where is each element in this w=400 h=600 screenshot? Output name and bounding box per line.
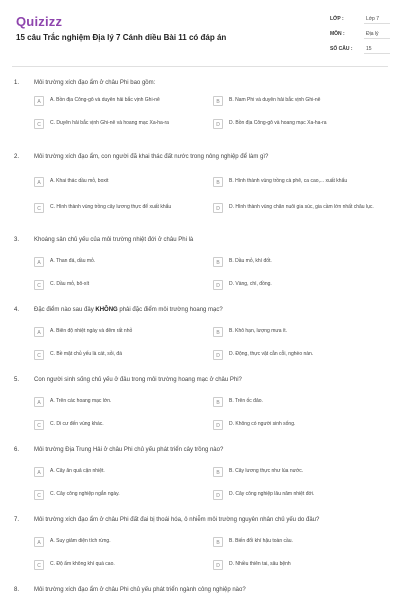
option-badge-d: D xyxy=(213,203,223,213)
question-text-emphasis: KHÔNG xyxy=(95,307,118,313)
option-text: D. Cây công nghiệp lâu năm nhiệt đới. xyxy=(229,491,315,497)
option-badge-b: B xyxy=(213,537,223,547)
option-badge-a: A xyxy=(34,467,44,477)
option-text: B. Khô hạn, lượng mưa ít. xyxy=(229,328,288,334)
meta-question-count xyxy=(330,44,390,54)
option-text: B. Dầu mỏ, khí đốt. xyxy=(229,258,272,264)
option-text: A. Suy giảm diện tích rừng. xyxy=(50,538,111,544)
option-text: B. Cây lương thực như lúa nước. xyxy=(229,468,304,474)
meta-count-value: 15 xyxy=(366,46,372,52)
option-badge-b: B xyxy=(213,177,223,187)
meta-grade xyxy=(330,14,390,24)
worksheet-title: 15 câu Trắc nghiệm Địa lý 7 Cánh diều Bài 11 có đáp án xyxy=(16,33,227,42)
option-text: A. Bồn địa Công-gô và duyên hải bắc vịnh Ghi-nê xyxy=(50,97,160,103)
question-text: Môi trường Địa Trung Hải ở châu Phi chủ yếu phát triển cây trồng nào? xyxy=(34,447,224,453)
question-text: Môi trường xích đạo ẩm ở châu Phi chủ yếu phát triển ngành công nghiệp nào? xyxy=(34,587,246,593)
option-text: B. Trên ốc đảo. xyxy=(229,398,263,404)
meta-count-label: SỐ CÂU : xyxy=(330,46,353,52)
option-badge-c: C xyxy=(34,119,44,129)
question-text-before: Đặc điểm nào sau đây xyxy=(34,307,96,313)
option-badge-d: D xyxy=(213,280,223,290)
option-text: B. Nam Phi và duyên hải bắc vịnh Ghi-nê xyxy=(229,97,321,103)
option-text: C. Bề mặt chủ yếu là cát, sỏi, đá xyxy=(50,351,122,357)
meta-grade-label: LỚP : xyxy=(330,16,344,22)
option-text: C. Duyên hải bắc vịnh Ghi-nê và hoang mạc Xa-ha-ra xyxy=(50,120,169,126)
option-badge-b: B xyxy=(213,467,223,477)
question-text: Khoáng sản chủ yếu của môi trường nhiệt đới ở châu Phi là xyxy=(34,237,194,243)
meta-grade-value: Lớp 7 xyxy=(366,16,380,22)
option-badge-c: C xyxy=(34,420,44,430)
question-number: 3. xyxy=(14,237,20,243)
option-text: A. Trên các hoang mạc lớn. xyxy=(50,398,112,404)
option-badge-c: C xyxy=(34,203,44,213)
option-badge-c: C xyxy=(34,490,44,500)
option-badge-b: B xyxy=(213,327,223,337)
option-text: D. Vàng, chì, đồng. xyxy=(229,281,272,287)
option-badge-b: B xyxy=(213,96,223,106)
option-badge-d: D xyxy=(213,420,223,430)
question-text: Môi trường xích đạo ẩm ở châu Phi đất đai bị thoái hóa, ô nhiễm môi trường nguyên nhân chủ yếu do đâu? xyxy=(34,517,320,523)
header-divider xyxy=(12,66,388,67)
option-text: B. Hình thành vùng trồng cà phê, ca cao,... xuất khẩu xyxy=(229,178,348,184)
option-badge-a: A xyxy=(34,537,44,547)
option-badge-d: D xyxy=(213,350,223,360)
question-text xyxy=(34,307,386,313)
option-badge-d: D xyxy=(213,560,223,570)
option-badge-c: C xyxy=(34,560,44,570)
option-badge-a: A xyxy=(34,397,44,407)
option-text: B. Biến đổi khí hậu toàn cầu. xyxy=(229,538,293,544)
meta-grade-underline xyxy=(364,23,390,24)
question-number: 8. xyxy=(14,587,20,593)
question-text: Con người sinh sống chủ yếu ở đâu trong môi trường hoang mạc ở châu Phi? xyxy=(34,377,242,383)
question-number: 6. xyxy=(14,447,20,453)
meta-subject-value: Địa lý xyxy=(366,31,379,37)
option-badge-b: B xyxy=(213,397,223,407)
option-badge-a: A xyxy=(34,327,44,337)
option-text: D. Hình thành vùng chăn nuôi gia súc, gia cầm lớn nhất châu lục. xyxy=(229,204,374,210)
meta-subject-underline xyxy=(364,38,390,39)
question-number: 5. xyxy=(14,377,20,383)
question-text: Môi trường xích đạo ẩm ở châu Phi bao gồm: xyxy=(34,80,156,86)
option-text: C. Dầu mỏ, bô-xít xyxy=(50,281,90,287)
option-text: A. Cây ăn quả cận nhiệt. xyxy=(50,468,105,474)
option-text: C. Độ ẩm không khí quá cao. xyxy=(50,561,115,567)
option-text: D. Không có người sinh sống. xyxy=(229,421,296,427)
option-text: C. Hình thành vùng trồng cây lương thực để xuất khẩu xyxy=(50,204,172,210)
option-badge-a: A xyxy=(34,257,44,267)
option-badge-b: B xyxy=(213,257,223,267)
question-text-after: phải đặc điểm môi trường hoang mạc? xyxy=(117,307,223,313)
option-text: C. Cây công nghiệp ngắn ngày. xyxy=(50,491,120,497)
option-badge-d: D xyxy=(213,490,223,500)
option-badge-d: D xyxy=(213,119,223,129)
meta-subject-label: MÔN : xyxy=(330,31,345,37)
question-text: Môi trường xích đạo ẩm, con người đã khai thác đất nước trong nông nghiệp để làm gì? xyxy=(34,154,269,160)
option-text: D. Bồn địa Công-gô và hoang mạc Xa-ha-ra xyxy=(229,120,327,126)
option-text: A. Than đá, dầu mỏ. xyxy=(50,258,96,264)
option-text: C. Di cư đến vùng khác. xyxy=(50,421,104,427)
worksheet-header xyxy=(0,0,400,66)
option-text: A. Biên độ nhiệt ngày và đêm rất nhỏ xyxy=(50,328,133,334)
option-text: D. Động, thực vật cằn cỗi, nghèo nàn. xyxy=(229,351,314,357)
option-badge-a: A xyxy=(34,96,44,106)
option-text: D. Nhiều thiên tai, sâu bệnh xyxy=(229,561,291,567)
option-badge-a: A xyxy=(34,177,44,187)
question-number: 7. xyxy=(14,517,20,523)
option-badge-c: C xyxy=(34,280,44,290)
question-number: 1. xyxy=(14,80,20,86)
meta-count-underline xyxy=(364,53,390,54)
option-badge-c: C xyxy=(34,350,44,360)
option-text: A. Khai thác dầu mỏ, boxit xyxy=(50,178,109,184)
quizizz-logo[interactable]: Quizizz xyxy=(16,14,63,29)
question-number: 4. xyxy=(14,307,20,313)
question-number: 2. xyxy=(14,154,20,160)
meta-subject xyxy=(330,29,390,39)
